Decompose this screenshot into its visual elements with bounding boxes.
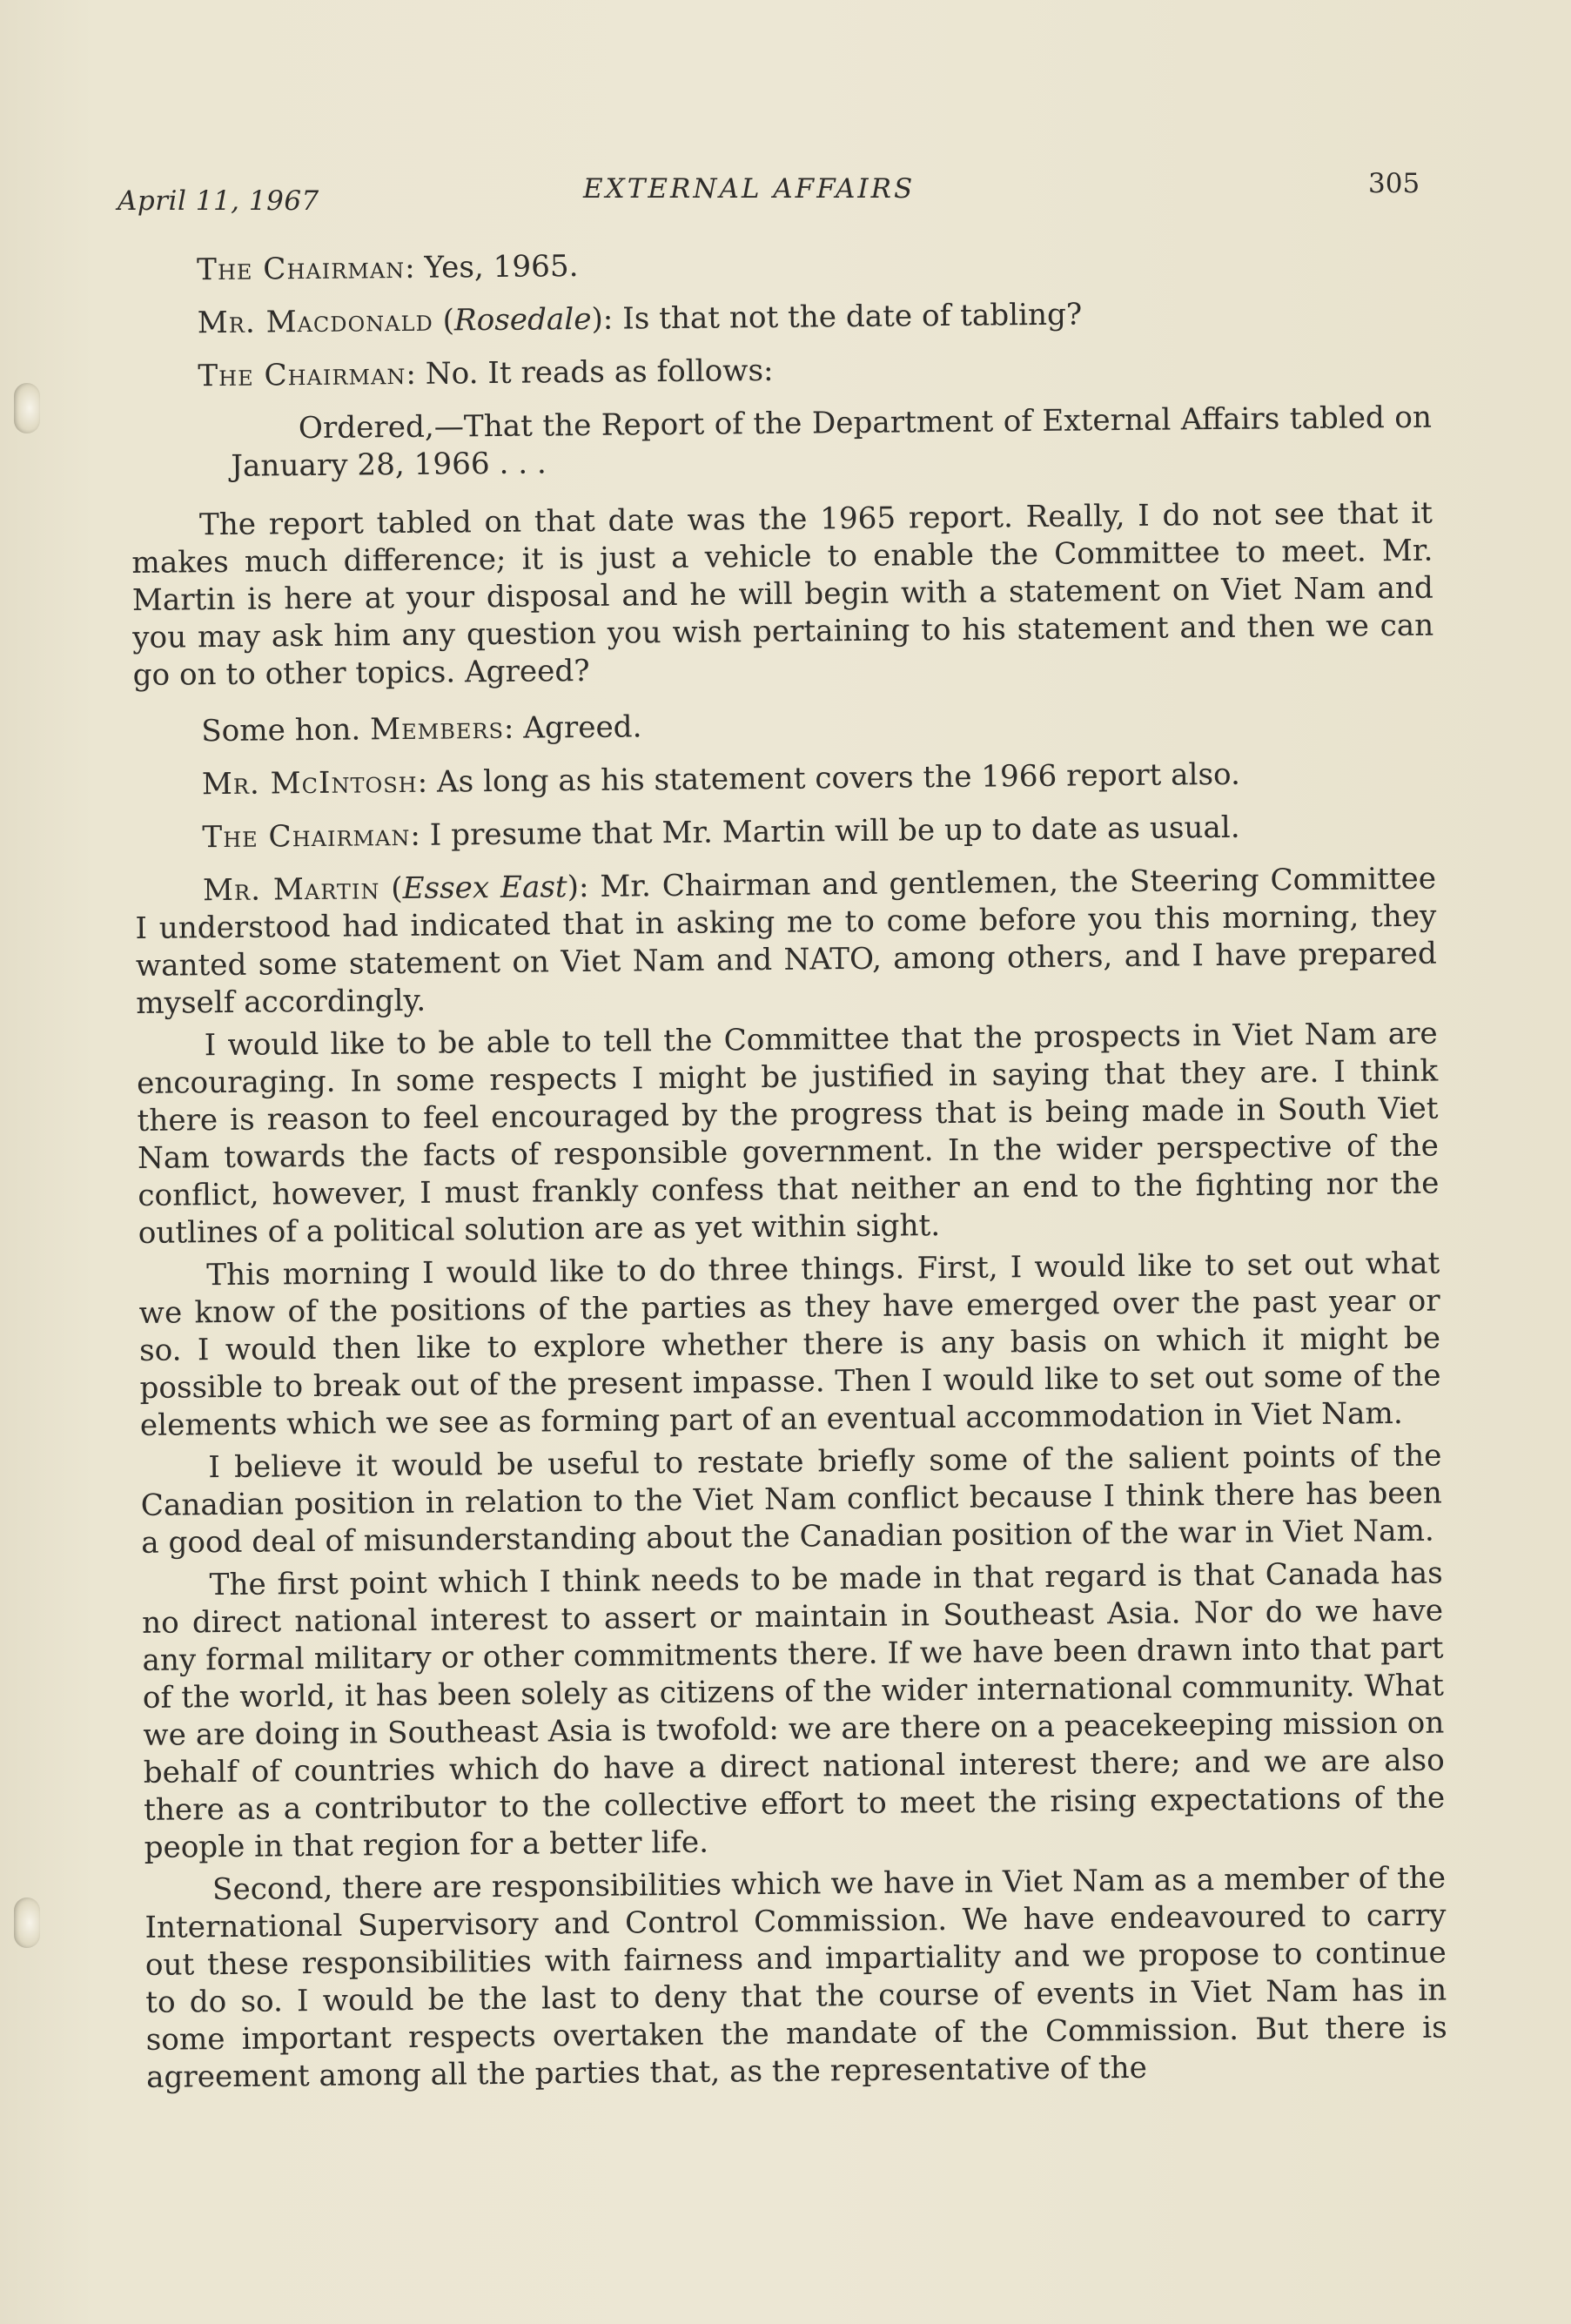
speech-text: : No. It reads as follows: — [406, 353, 774, 392]
speaker-riding: Essex East — [402, 870, 567, 907]
speaker-name: Mr. Martin — [202, 871, 380, 909]
speaker-riding: Rosedale — [453, 301, 592, 339]
speech-text: : Is that not the date of tabling? — [602, 297, 1083, 337]
page-number: 305 — [1368, 168, 1420, 199]
paragraph-prospects: I would like to be able to tell the Committee that the prospects in Viet Nam are encouraging. In some respects I might be justified in saying that they are. I think there is reason to feel encouraged by the progress that is being made in South Viet Nam towards the facts of responsible government. In the wider perspective of the conflict, however, I must frankly confess that neither an end to the fighting nor the outlines of a political solution are as yet within sight. — [136, 1016, 1440, 1251]
paragraph-report-tabled: The report tabled on that date was the 1965 report. Really, I do not see that it makes much difference; it is just a vehicle to enable the Committee to meet. Mr. Martin is here at your disposal and he will begin with a statement on Viet Nam and you may ask him any question you wish pertaining to his statement and then we can go on to other topics. Agreed? — [131, 495, 1434, 693]
speaker-name: Mr. McIntosh — [201, 764, 418, 803]
speaker-name: Members — [369, 710, 505, 748]
header-date: April 11, 1967 — [117, 185, 319, 217]
paragraph-three-things: This morning I would like to do three things. First, I would like to set out what we know of the positions of the parties as they have emerged over the past year or so. I would then like to explore whether there is any basis on which it might be possible to break out of the present impasse. Then I would like to set out some of the elements which we see as forming part of an eventual accommodation in Viet Nam. — [138, 1246, 1441, 1443]
speaker-name: The Chairman — [202, 817, 411, 856]
paragraph-canadian-position: I believe it would be useful to restate briefly some of the salient points of the Canadian position in relation to the Viet Nam conflict because I think there has been a good deal of misunderstanding about the Canadian position of the war in Viet Nam. — [140, 1438, 1442, 1561]
speech-text: : I presume that Mr. Martin will be up to date as usual. — [410, 809, 1240, 853]
header-title: EXTERNAL AFFAIRS — [583, 173, 916, 205]
running-header — [117, 170, 1423, 222]
speech-chairman-2 — [130, 346, 1431, 396]
transcript-body — [129, 240, 1447, 2102]
speech-members — [133, 702, 1434, 751]
speaker-name: The Chairman — [198, 356, 406, 394]
speech-text: : Yes, 1965. — [404, 249, 579, 285]
speech-chairman-1 — [129, 240, 1430, 290]
speech-text: : Agreed. — [503, 709, 642, 746]
paragraph-second-point: Second, there are responsibilities which we have in Viet Nam as a member of the International Supervisory and Control Commission. We have endeavoured to carry out these responsibilities with fairness and impartiality and we propose to continue to do so. I would be the last to deny that the course of events in Viet Nam has in some important respects overtaken the mandate of the Commission. But there is agreement among all the parties that, as the representative of the — [144, 1860, 1447, 2095]
quoted-order: Ordered,—That the Report of the Department of External Affairs tabled on January 28, 1966 . . . — [231, 400, 1433, 484]
speaker-name: Mr. Macdonald — [197, 303, 433, 341]
binder-hole-top — [14, 383, 40, 433]
paragraph-first-point: The first point which I think needs to be made in that regard is that Canada has no direct national interest to assert or maintain in Southeast Asia. Nor do we have any formal military or other commitments there. If we have been drawn into that part of the world, it has been solely as citizens of the wider international community. What we are doing in Southeast Asia is twofold: we are there on a peacekeeping mission on behalf of countries which do have a direct national interest there; and we are also there as a contributor to the collective effort to meet the rising expectations of the people in that region for a better life. — [141, 1555, 1446, 1865]
speech-mcintosh — [134, 755, 1435, 804]
speech-martin: Mr. Martin (Essex East): Mr. Chairman and gentlemen, the Steering Committee I understood had indicated that in asking me to come before you this morning, they wanted some statement on Viet Nam and NATO, among others, and I have prepared myself accordingly. — [135, 861, 1437, 1021]
binder-hole-bottom — [14, 1897, 40, 1948]
speech-text: : Mr. Chairman and gentlemen, the Steering Committee I understood had indicated that in asking me to come before you this morning, they wanted some statement on Viet Nam and NATO, among others, and I have prepared myself accordingly. — [135, 861, 1437, 1021]
speaker-name: The Chairman — [197, 250, 406, 288]
speech-chairman-3 — [134, 808, 1435, 857]
speech-macdonald: Mr. Macdonald (Rosedale): Is that not the date of tabling? — [197, 297, 1083, 341]
speech-text: : As long as his statement covers the 1966 report also. — [417, 756, 1241, 800]
speaker-prefix: Some hon. — [201, 712, 361, 749]
